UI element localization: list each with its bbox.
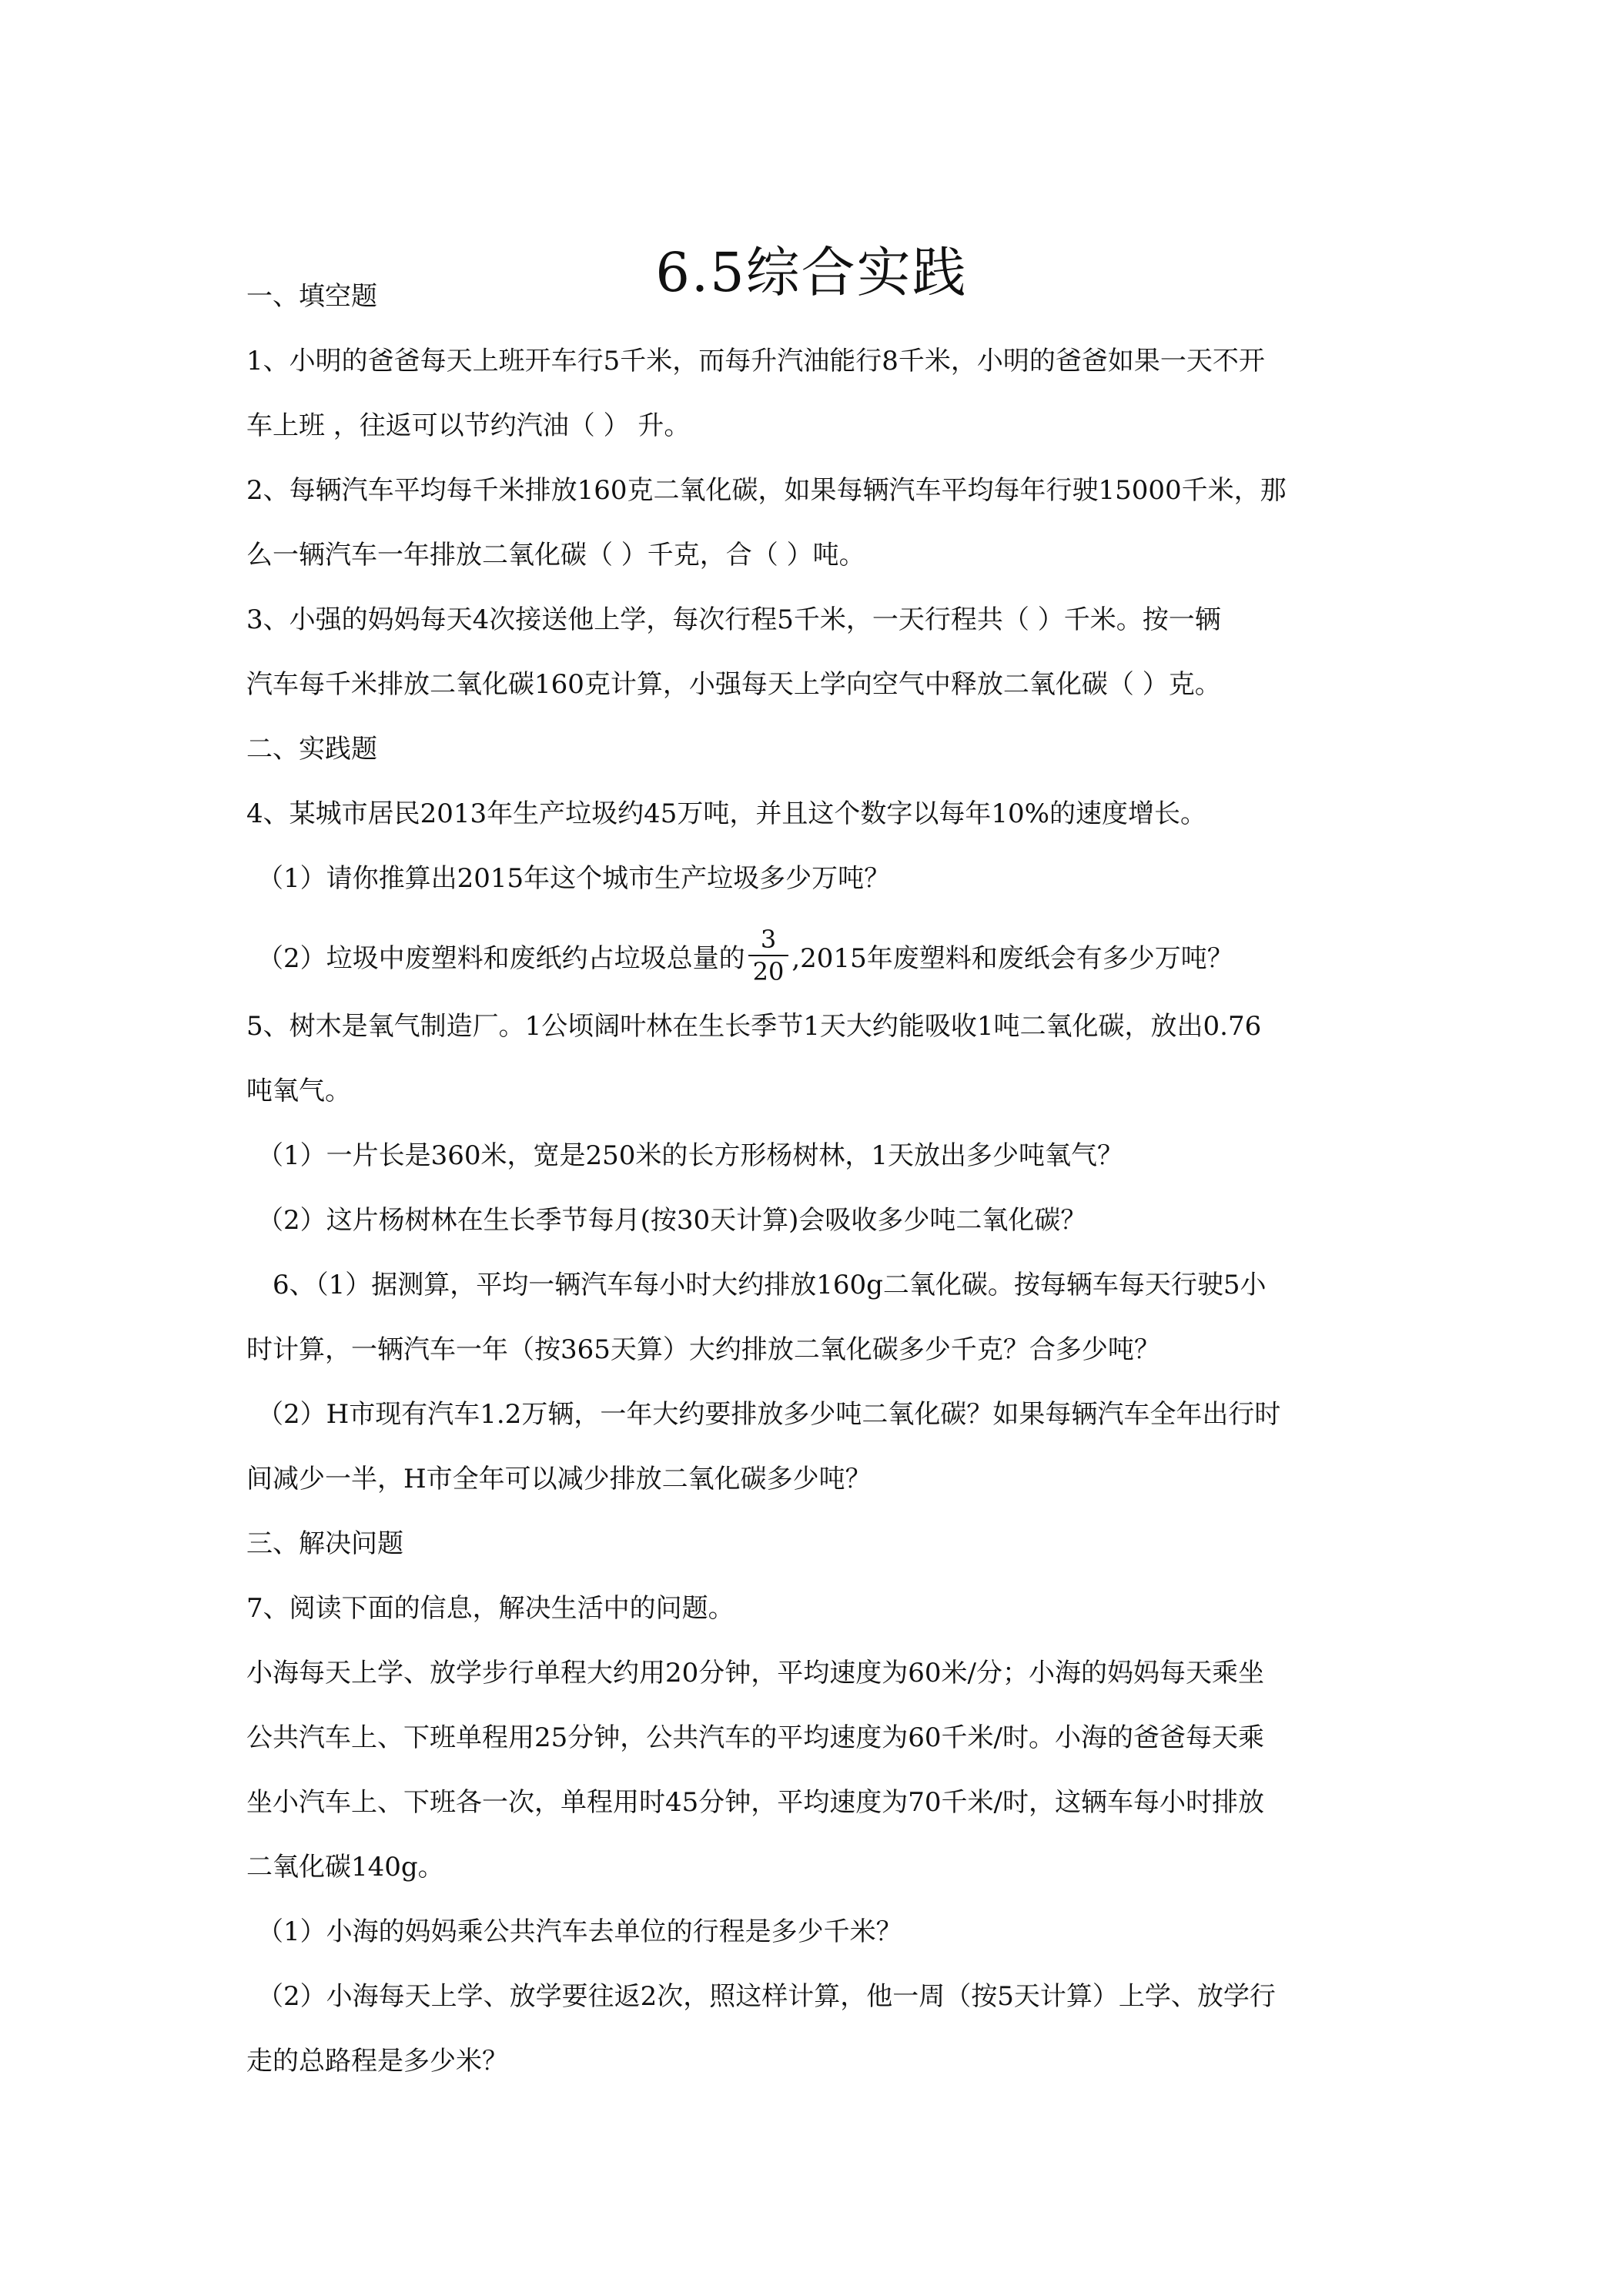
question-2-line-1: 2、每辆汽车平均每千米排放160克二氧化碳，如果每辆汽车平均每年行驶15000千米，那 [246, 475, 1287, 506]
question-6-part-2-line-1: （2）H市现有汽车1.2万辆，一年大约要排放多少吨二氧化碳？如果每辆汽车全年出行时 [257, 1399, 1281, 1430]
question-4-part-2-text-before: （2）垃圾中废塑料和废纸约占垃圾总量的 [257, 943, 745, 974]
info-paragraph-line-4: 二氧化碳140g。 [246, 1852, 444, 1883]
fraction [748, 924, 789, 987]
question-5-line-2: 吨氧气。 [246, 1076, 351, 1106]
info-paragraph-line-2: 公共汽车上、下班单程用25分钟，公共汽车的平均速度为60千米/时。小海的爸爸每天乘 [246, 1722, 1264, 1753]
question-7-part-2-line-1: （2）小海每天上学、放学要往返2次，照这样计算，他一周（按5天计算）上学、放学行 [257, 1981, 1276, 2012]
question-5-part-2: （2）这片杨树林在生长季节每月(按30天计算)会吸收多少吨二氧化碳？ [257, 1205, 1087, 1236]
question-7: 7、阅读下面的信息，解决生活中的问题。 [246, 1593, 735, 1624]
question-7-part-2-line-2: 走的总路程是多少米？ [246, 2046, 508, 2077]
info-paragraph-line-3: 坐小汽车上、下班各一次，单程用时45分钟，平均速度为70千米/时，这辆车每小时排放 [246, 1787, 1264, 1818]
question-3-line-1: 3、小强的妈妈每天4次接送他上学，每次行程5千米，一天行程共（ ）千米。按一辆 [246, 604, 1221, 635]
question-3-line-2: 汽车每千米排放二氧化碳160克计算，小强每天上学向空气中释放二氧化碳（ ）克。 [246, 669, 1221, 700]
question-2-line-2: 么一辆汽车一年排放二氧化碳（ ）千克，合（ ）吨。 [246, 540, 865, 571]
question-4-part-2-text-after: ,2015年废塑料和废纸会有多少万吨？ [791, 943, 1233, 974]
page-title: 6.5综合实践 [655, 240, 968, 304]
question-4-part-1: （1）请你推算出2015年这个城市生产垃圾多少万吨？ [257, 863, 891, 894]
section-heading-fill-blank: 一、填空题 [246, 281, 377, 312]
info-paragraph-line-1: 小海每天上学、放学步行单程大约用20分钟，平均速度为60米/分；小海的妈妈每天乘坐 [246, 1658, 1264, 1689]
question-6-line-2: 时计算，一辆汽车一年（按365天算）大约排放二氧化碳多少千克？合多少吨？ [246, 1334, 1160, 1365]
question-4: 4、某城市居民2013年生产垃圾约45万吨，并且这个数字以每年10%的速度增长。 [246, 798, 1206, 829]
fraction-denominator: 20 [752, 957, 785, 986]
question-5-line-1: 5、树木是氧气制造厂。1公顷阔叶林在生长季节1天大约能吸收1吨二氧化碳，放出0.76 [246, 1011, 1262, 1042]
fraction-numerator: 3 [748, 924, 789, 956]
question-6-line-1: 6、（1）据测算，平均一辆汽车每小时大约排放160g二氧化碳。按每辆车每天行驶5小 [273, 1270, 1267, 1300]
question-4-part-2 [257, 925, 1233, 986]
section-heading-problem-solving: 三、解决问题 [246, 1528, 403, 1559]
question-1-line-2: 车上班 ，往返可以节约汽油（ ） 升。 [246, 410, 691, 441]
question-5-part-1: （1）一片长是360米，宽是250米的长方形杨树林，1天放出多少吨氧气？ [257, 1140, 1124, 1171]
question-6-part-2-line-2: 间减少一半，H市全年可以减少排放二氧化碳多少吨？ [246, 1464, 872, 1494]
section-heading-practice: 二、实践题 [246, 734, 377, 765]
question-1-line-1: 1、小明的爸爸每天上班开车行5千米，而每升汽油能行8千米，小明的爸爸如果一天不开 [246, 346, 1265, 377]
question-7-part-1: （1）小海的妈妈乘公共汽车去单位的行程是多少千米？ [257, 1916, 902, 1947]
